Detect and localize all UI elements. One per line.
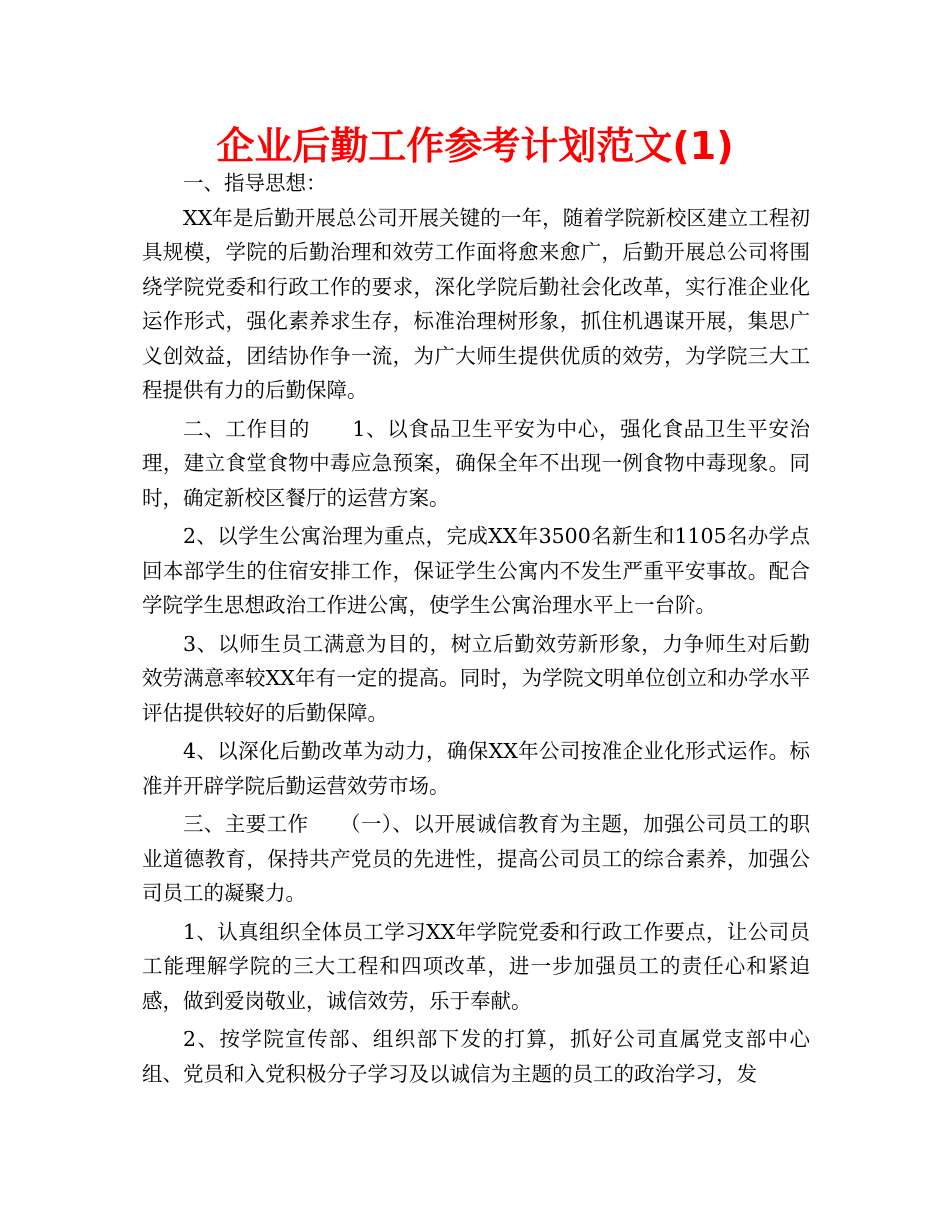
- section-heading-guiding-ideology: 一、指导思想：: [183, 171, 327, 195]
- paragraph: 2、以学生公寓治理为重点，完成XX年3500名新生和1105名办学点回本部学生的住宿安排工作，保证学生公寓内不发生严重平安事故。配合学院学生思想政治工作进公寓，使学生公寓治理水平上一台阶。: [142, 524, 810, 617]
- paragraph: 三、主要工作 （一）、以开展诚信教育为主题，加强公司员工的职业道德教育，保持共产党员的先进性，提高公司员工的综合素养，加强公司员工的凝聚力。: [142, 812, 810, 905]
- paragraph: 1、认真组织全体员工学习XX年学院党委和行政工作要点，让公司员工能理解学院的三大工程和四项改革，进一步加强员工的责任心和紧迫感，做到爱岗敬业，诚信效劳，乐于奉献。: [142, 919, 810, 1013]
- paragraph: XX年是后勤开展总公司开展关键的一年，随着学院新校区建立工程初具规模，学院的后勤治理和效劳工作面将愈来愈广，后勤开展总公司将围绕学院党委和行政工作的要求，深化学院后勤社会化改革，实行准企业化运作形式，强化素养求生存，标准治理树形象，抓住机遇谋开展，集思广义创效益，团结协作争一流，为广大师生提供优质的效劳，为学院三大工程提供有力的后勤保障。: [142, 205, 810, 402]
- paragraph: 二、工作目的 1、以食品卫生平安为中心，强化食品卫生平安治理，建立食堂食物中毒应急预案，确保全年不出现一例食物中毒现象。同时，确定新校区餐厅的运营方案。: [142, 416, 810, 510]
- document-body: [142, 166, 810, 1095]
- document-title: 企业后勤工作参考计划范文(1): [216, 124, 734, 168]
- paragraph: 2、按学院宣传部、组织部下发的打算，抓好公司直属党支部中心组、党员和入党积极分子学习及以诚信为主题的员工的政治学习，发: [142, 1027, 810, 1086]
- paragraph: 3、以师生员工满意为目的，树立后勤效劳新形象，力争师生对后勤效劳满意率较XX年有一定的提高。同时，为学院文明单位创立和办学水平评估提供较好的后勤保障。: [142, 631, 810, 725]
- paragraph: 4、以深化后勤改革为动力，确保XX年公司按准企业化形式运作。标准并开辟学院后勤运营效劳市场。: [142, 739, 810, 798]
